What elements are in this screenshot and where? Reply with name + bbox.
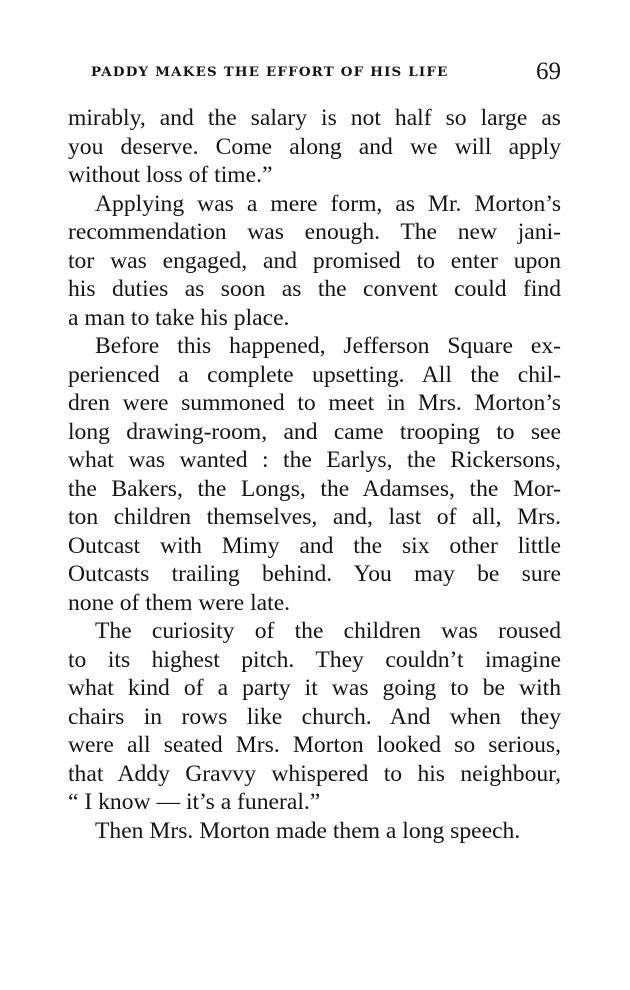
text-line: were all seated Mrs. Morton looked so serious,	[68, 732, 561, 758]
text-line: long drawing-room, and came trooping to see	[68, 418, 561, 445]
text-line: the Bakers, the Longs, the Adamses, the Mor-	[68, 475, 561, 502]
running-head: PADDY MAKES THE EFFORT OF HIS LIFE	[91, 64, 449, 80]
text-line: that Addy Gravvy whispered to his neighbour,	[68, 760, 561, 787]
text-line: Then Mrs. Morton made them a long speech.	[95, 817, 521, 844]
text-line: without loss of time.”	[68, 162, 273, 188]
text-line: The curiosity of the children was roused	[95, 618, 561, 644]
text-line: dren were summoned to meet in Mrs. Morton’s	[68, 390, 561, 416]
text-line: Before this happened, Jefferson Square ex-	[95, 333, 561, 359]
text-line: to its highest pitch. They couldn’t imagine	[68, 646, 561, 673]
text-line: mirably, and the salary is not half so large as	[68, 105, 561, 131]
text-line: you deserve. Come along and we will apply	[68, 133, 561, 160]
text-line: tor was engaged, and promised to enter upon	[68, 247, 561, 274]
text-line: recommendation was enough. The new jani-	[68, 219, 561, 245]
text-line: chairs in rows like church. And when they	[68, 703, 561, 730]
text-line: ton children themselves, and, last of all, Mrs.	[68, 504, 561, 530]
page-header	[91, 58, 561, 88]
text-line: Outcast with Mimy and the six other little	[68, 532, 561, 559]
body-text	[68, 104, 561, 845]
page-number: 69	[536, 58, 561, 85]
text-line: Outcasts trailing behind. You may be sure	[68, 561, 561, 587]
text-line: none of them were late.	[68, 589, 291, 616]
text-line: a man to take his place.	[68, 304, 290, 331]
text-line: Applying was a mere form, as Mr. Morton’s	[95, 190, 561, 217]
text-line: what kind of a party it was going to be with	[68, 675, 561, 701]
text-line: his duties as soon as the convent could find	[68, 276, 561, 302]
text-line: perienced a complete upsetting. All the chil-	[68, 361, 561, 388]
text-line: what was wanted : the Earlys, the Rickersons,	[68, 447, 561, 473]
text-line: “ I know — it’s a funeral.”	[68, 789, 321, 815]
